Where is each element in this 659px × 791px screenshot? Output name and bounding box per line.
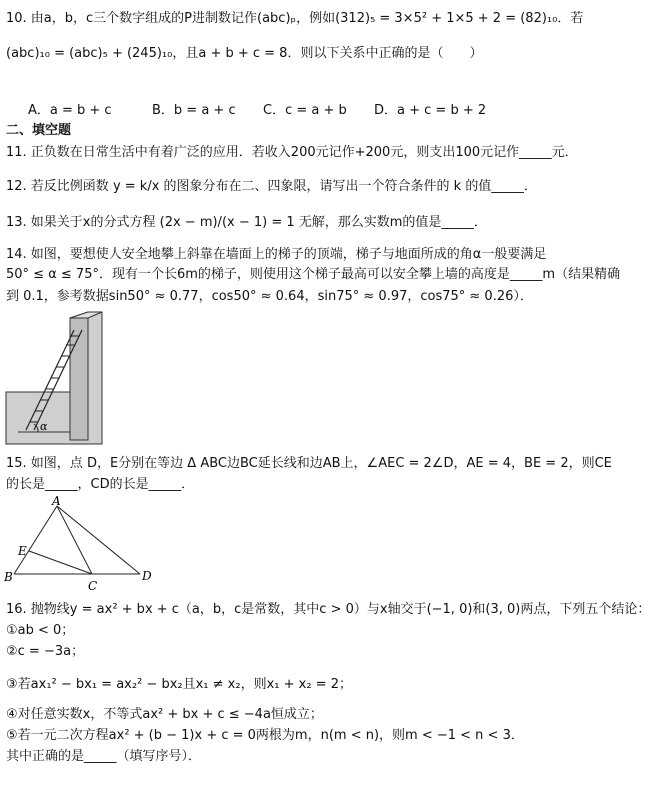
q10-option-b: B．b = a + c [152,103,236,118]
label-B: B [4,570,13,584]
q10-option-d: D．a + c = b + 2 [374,103,487,118]
q12-text: 12. 若反比例函数 y = k/x 的图象分布在二、四象限，请写出一个符合条件的 k 的值_____． [6,179,537,194]
q15-line1: 15. 如图，点 D，E分别在等边 Δ ABC边BC延长线和边AB上，∠AEC = 2∠D，AE = 4，BE = 2，则CE [6,456,612,471]
q11-text: 11. 正负数在日常生活中有着广泛的应用．若收入200元记作+200元，则支出100元记作_____元． [6,145,578,160]
label-E: E [18,544,27,558]
label-A: A [52,494,61,508]
q15-line2: 的长是_____，CD的长是_____． [6,477,195,492]
ladder-wall-figure [4,310,104,448]
q14-line2: 50° ≤ α ≤ 75°．现有一个长6m的梯子，则使用这个梯子最高可以安全攀上墙的高度是_____m（结果精确 [6,267,621,282]
label-C: C [88,579,98,593]
q14-line3: 到 0.1，参考数据sin50° ≈ 0.77，cos50° ≈ 0.64，sin75° ≈ 0.97，cos75° ≈ 0.26）． [6,289,533,304]
q16-conclusion-5: ⑤若一元二次方程ax² + (b − 1)x + c = 0两根为m，n(m < n)，则m < −1 < n < 3． [6,728,524,743]
angle-alpha-label: α [40,420,48,433]
q16-end: 其中正确的是_____（填写序号）． [6,749,202,764]
q14-line1: 14. 如图，要想使人安全地攀上斜靠在墙面上的梯子的顶端，梯子与地面所成的角α一般要满足 [6,247,547,262]
seg-AC [57,506,92,574]
q10-line2: (abc)₁₀ = (abc)₅ + (245)₁₀，且a + b + c = 8．则以下关系中正确的是（ ） [6,46,483,61]
section-title-fill-in: 二、填空题 [6,123,72,138]
q16-line1: 16. 抛物线y = ax² + bx + c（a，b，c是常数，其中c > 0）与x轴交于(−1, 0)和(3, 0)两点，下列五个结论： [6,602,651,617]
q10-option-a: A．a = b + c [28,103,112,118]
seg-AB [14,506,57,574]
q16-conclusion-3: ③若ax₁² − bx₁ = ax₂² − bx₂且x₁ ≠ x₂，则x₁ + x₂ = 2； [6,677,352,692]
q16-conclusion-4: ④对任意实数x，不等式ax² + bx + c ≤ −4a恒成立； [6,707,323,722]
triangle-figure [2,494,162,596]
q16-conclusion-2: ②c = −3a； [6,644,85,659]
seg-AD [57,506,140,574]
label-D: D [142,569,152,583]
q10-option-c: C．c = a + b [263,103,347,118]
q13-text: 13. 如果关于x的分式方程 (2x − m)/(x − 1) = 1 无解，那么实数m的值是_____． [6,215,487,230]
q10-line1: 10. 由a，b，c三个数字组成的P进制数记作(abc)ₚ，例如(312)₅ = 3×5² + 1×5 + 2 = (82)₁₀．若 [6,11,584,26]
seg-EC [29,551,92,574]
q16-conclusion-1: ①ab < 0； [6,623,75,638]
